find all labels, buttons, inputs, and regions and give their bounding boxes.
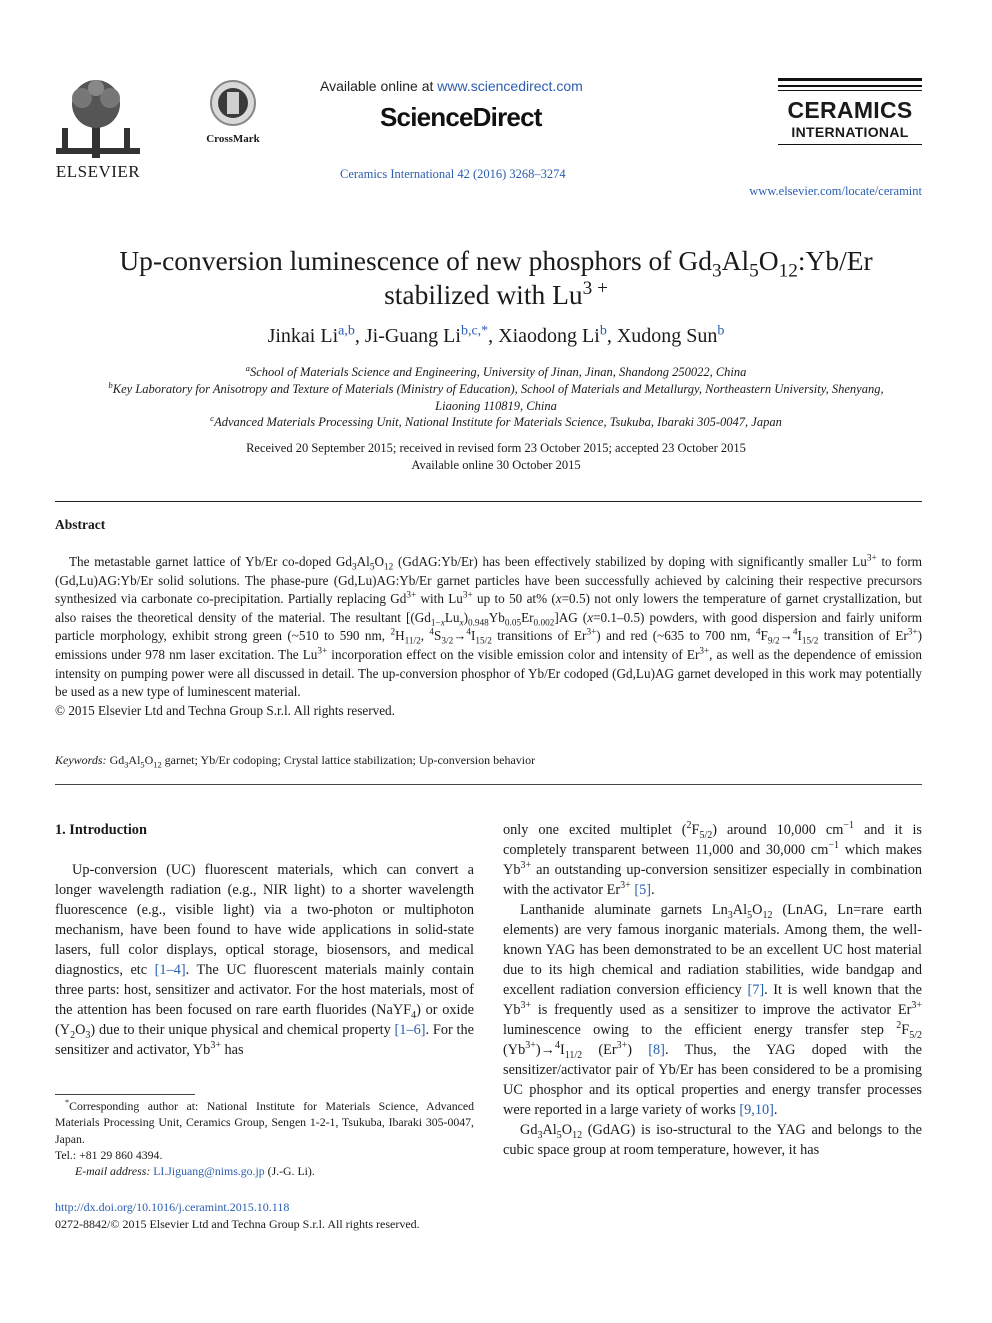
citation[interactable]: [1–6] — [394, 1022, 426, 1038]
footnote: *Corresponding author at: National Institute for Materials Science, Advanced Materials Processing Unit, Ceramics Group, Sengen 1-2-1, Tsukuba, Ibaraki 305-0047, Japan. Tel.: +81 29 860 4394. E-mail address: LI.Jiguang@nims.go.jp (J.-G. Li). — [55, 1098, 474, 1179]
journal-homepage-link[interactable]: www.elsevier.com/locate/ceramint — [749, 184, 922, 198]
affiliation-a: $^a$School of Materials Science and Engineering, University of Jinan, Jinan, Shandong 250022, China — [245, 362, 747, 379]
ci-logo-line1: CERAMICS — [787, 97, 913, 123]
body-column-left — [55, 820, 474, 1060]
body-column-right — [503, 820, 922, 1160]
abstract-heading: Abstract — [55, 517, 106, 532]
divider — [55, 501, 922, 502]
citation[interactable]: [7] — [747, 982, 765, 998]
paragraph: Up-conversion (UC) fluorescent materials, which can convert a longer wavelength radiation (e.g., NIR light) to a shorter wavelength fluorescence (e.g., visible light) via a two-photon or multiphoton mechanism, have been found to have wide applications in solid-state lasers, full color displays, optical storage, biosensors, and medical diagnostics, etc [1–4]. The UC fluorescent materials mainly contain three parts: host, sensitizer and activator. For the host materials, most of the attention has been focused on rare earth fluorides (NaYF$_4$) or oxide $(Y_2O_3)$ due to their unique physical and chemical property [1–6]. For the sensitizer and activator, $Yb^{3+}$ has — [55, 862, 474, 1058]
citation[interactable]: [8] — [648, 1042, 665, 1058]
paragraph: only one excited multiplet $(^2F_{5/2})$ around 10,000 $cm^{-1}$ and it is completely transparent between 11,000 and 30,000 $cm^{-1}$ which makes $Yb^{3+}$ an outstanding up-conversion sensitizer especially in combination with the activator $Er^{3+}$ [5]. — [503, 820, 922, 898]
author-list: Jinkai Li$^{a,b}$, Ji-Guang $Li^{b,c,*}$, Xiaodong Li$^b$, Xudong Sun$^b$ — [267, 323, 725, 347]
sciencedirect-wordmark: ScienceDirect — [380, 102, 542, 132]
elsevier-logo — [52, 78, 144, 182]
author-name: Ji-Guang Li — [364, 325, 461, 347]
sciencedirect-link[interactable]: www.sciencedirect.com — [437, 78, 583, 94]
divider — [55, 784, 922, 785]
available-online: Available online at www.sciencedirect.com — [320, 78, 583, 94]
article-title: Up-conversion luminescence of new phosphors of $Gd_3Al_5O_{12}:Yb/Er$ stabilized with $Lu^{3 +}$ — [119, 245, 873, 310]
footnote-divider — [55, 1094, 195, 1095]
elsevier-wordmark: ELSEVIER — [55, 162, 141, 181]
section-heading: 1. Introduction — [55, 822, 147, 838]
ceramics-international-logo — [778, 78, 922, 156]
author-name: Xudong Sun — [616, 325, 718, 347]
doi-link[interactable]: http://dx.doi.org/10.1016/j.ceramint.2015.10.118 — [55, 1200, 290, 1214]
author-name: Xiaodong Li — [498, 325, 600, 347]
citation[interactable]: [9,10] — [739, 1102, 774, 1118]
copyright-line: 0272-8842/© 2015 Elsevier Ltd and Techna Group S.r.l. All rights reserved. — [55, 1217, 420, 1231]
paragraph: Lanthanide aluminate garnets $Ln_3Al_5O_{12}$ (LnAG, Ln=rare earth elements) are very famous inorganic materials. Among them, the well-known YAG has been demonstrated to be an excellent UC host material due to its high chemical and radiation stabilities, wide bandgap and excellent radiation conversion efficiency [7]. It is well known that the $Yb^{3+}$ is frequently used as a sensitizer to improve the activator $Er^{3+}$ luminescence owing to the efficient energy transfer step $^2F_{5/2}$ $(Yb^{3+})\to^4I_{11/2}$ $(Er^{3+})$ [8]. Thus, the YAG doped with the sensitizer/activator pair of Yb/Er has been considered to be a promising UC phosphor and its optical properties and energy transfer processes were reported in a large variety of works [9,10]. — [503, 902, 922, 1118]
online-date: Available online 30 October 2015 — [411, 458, 581, 472]
keywords: Keywords: $Gd_3Al_5O_{12}$ garnet; Yb/Er codoping; Crystal lattice stabilization; Up-conversion behavior — [55, 753, 536, 770]
email-link[interactable]: LI.Jiguang@nims.go.jp — [153, 1164, 265, 1179]
abstract-copyright: © 2015 Elsevier Ltd and Techna Group S.r.l. All rights reserved. — [55, 702, 395, 718]
author-name: Jinkai Li — [267, 325, 339, 347]
affiliation-b: $^b$Key Laboratory for Anisotropy and Texture of Materials (Ministry of Education), School of Materials and Metallurgy, Northeastern University, Shenyang, Liaoning 110819, China — [108, 379, 884, 413]
paragraph: $Gd_3Al_5O_{12}$ (GdAG) is iso-structural to the YAG and belongs to the cubic space group at room temperature, however, it has — [503, 1122, 922, 1158]
affiliation-c: $^c$Advanced Materials Processing Unit, National Institute for Materials Science, Tsukuba, Ibaraki 305-0047, Japan — [210, 412, 782, 429]
author-marks: a,b — [338, 323, 355, 339]
author-marks: b — [717, 323, 725, 339]
citation[interactable]: [5] — [634, 882, 652, 898]
crossmark-logo[interactable] — [203, 80, 263, 145]
crossmark-icon — [203, 80, 263, 126]
ci-logo-line2: INTERNATIONAL — [791, 124, 909, 140]
received-dates: Received 20 September 2015; received in revised form 23 October 2015; accepted 23 October 2015 — [246, 441, 746, 455]
author-marks: b,c,* — [460, 323, 489, 339]
author-marks: b — [599, 323, 607, 339]
crossmark-label: CrossMark — [206, 133, 260, 145]
abstract-text: The metastable garnet lattice of Yb/Er co-doped $Gd_3Al_5O_{12}$ (GdAG:Yb/Er) has been effectively stabilized by doping with significantly smaller $Lu^{3+}$ to form (Gd,Lu)AG:Yb/Er solid solutions. The phase-pure (Gd,Lu)AG:Yb/Er garnet particles have been successfully achieved by calcining their respective precursors synthesized via carbonate co-precipitation. Partially replacing $Gd^{3+}$ with $Lu^{3+}$ up to 50 at% (x=0.5) not only lowers the temperature of garnet crystallization, but also raises the theoretical density of the material. The resultant $[(Gd_{1-x}Lu_x)_{0.948}Yb_{0.05}Er_{0.002}]AG$ (x=0.1–0.5) powders, with good dispersion and fairly uniform particle morphology, exhibit strong green (~510 to 590 nm, $^2H_{11/2}$, $^4S_{3/2}\to^4I_{15/2}$ transitions of $Er^{3+}$) and red (~635 to 700 nm, $^4F_{9/2}\to^4I_{15/2}$ transition of $Er^{3+}$) emissions under 978 nm laser excitation. The $Lu^{3+}$ incorporation effect on the visible emission color and intensity of $Er^{3+}$, as well as the dependence of emission intensity on pumping power were all discussed in detail. The up-conversion phosphor of Yb/Er codoped (Gd,Lu)AG garnet developed in this work may potentially be used as a new type of luminescent material. © 2015 Elsevier Ltd and Techna Group S.r.l. All rights reserved. — [55, 552, 923, 718]
citation[interactable]: [1–4] — [154, 962, 186, 978]
journal-reference[interactable]: Ceramics International 42 (2016) 3268–3274 — [340, 167, 566, 181]
